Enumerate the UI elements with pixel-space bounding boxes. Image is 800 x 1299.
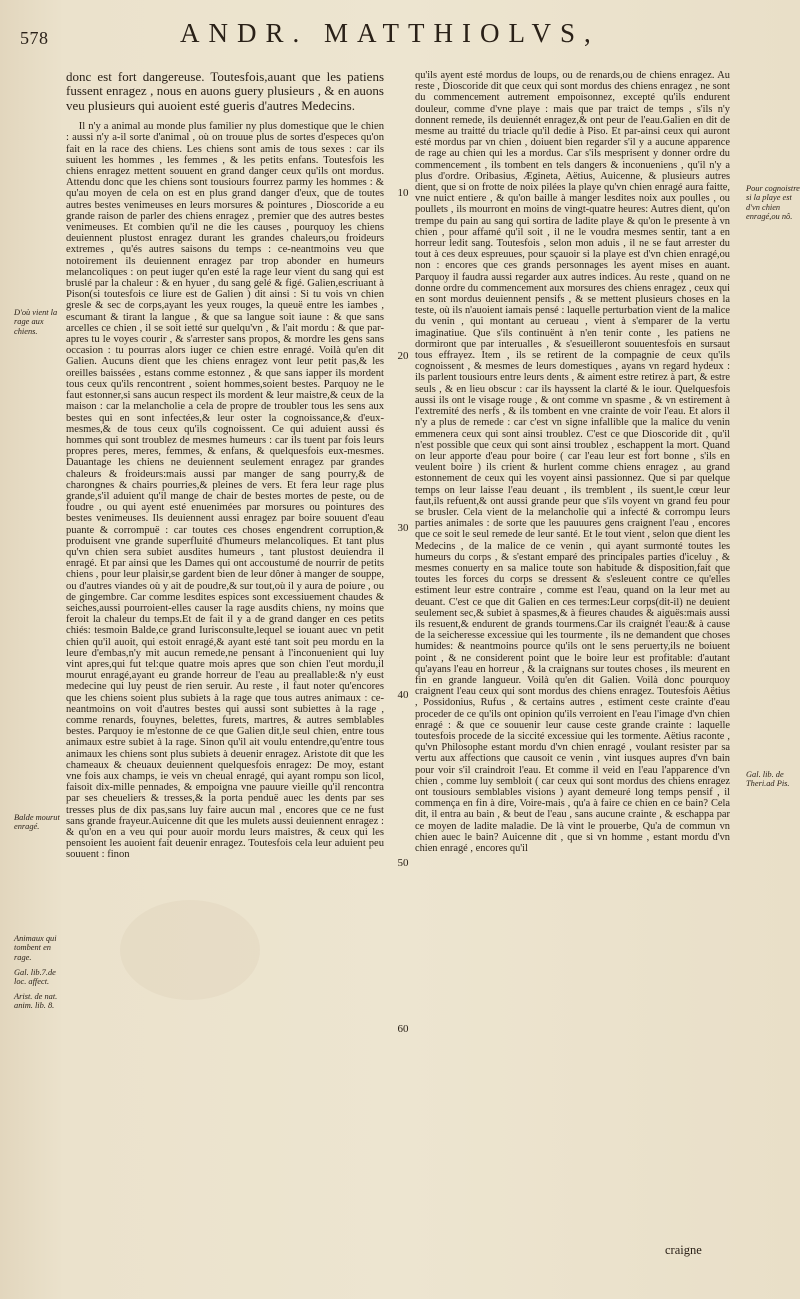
margin-note: Gal. lib. de Theri.ad Pis. [746,770,790,789]
line-number: 30 [397,522,409,534]
paragraph: qu'ils ayent esté mordus de loups, ou de renards,ou de chiens enragez. Au reste , Dioscoride dit que ceux qui sont mordus des chiens enragez , ne sont du commencement autrement empoisonnez, excepté qu'ils endurent douleur, comme d'vne playe : mais que par traict de temps , s'ils n'y donnent remede, ils deuiennét enragez,& ont peur de l'eau.Galien en dit de mesme au traitté du triacle qu'il dedie à Piso. Et par-ainsi ceux qui auront esté mordus par vn chien , doiuent bien regarder s'il y a aucune apparence de rage au chien qui les a mordus. Car s'ils mesprisent y donner ordre du commencement , ils tombent en tels dangers & inconueniens , qu'il n'y a plus d'ordre. Oribasius, Ægineta, Aëtius, Auicenne, & plusieurs autres dient, que si on frotte de noix pilées la playe qu'vn chien enragé aura faitte, vne nuict entiere , & qu'on baille à manger lesdites noix aux poulles , ou poullets , ils mourront en moins de vingt-quatre heures: Autres dient, qu'on trempe du pain au sang qui sortira de ladite playe & qu'on le presente à vn chien , pour affamé qu'il soit , il ne le voudra mesmes sentir, tant a en horreur ledit sang. Toutesfois , selon mon aduis , il ne se faut arrester du tout à ces deux espreuues, pour sçauoir si la playe est d'vn chien enragé,ou non : encores que ces grands personnages les ayent mises en auant. Parquoy il faudra aussi regarder aux autres indices. Au reste , quand on ne donne ordre du commencement aux morsures des chiens enragez , ceux qui en sont mordus deuiennent pensifs , & se mettent plusieurs choses en la teste, où ils n'auoient iamais pensé : laquelle perturbation vient de la malice du venin , qui montant au cerueau , vient à s'emparer de la vertu imaginatiue. Que s'ils continuënt à n'en tenir conte , les patiens ne dormiront que par interualles , & s'esueilleront souuentesfois en sursaut tous effrayez. Item , ils se retirent de la compagnie de ceux qu'ils cognoissent , & mesmes de leurs domestiques , ayans vn regard hydeux : ils parlent tousiours entre leurs dents , & aiment estre retirez à part, & estre seuls , & en lieu obscur : car ils hayssent la clarté & le iour. Quelquesfois aussi ils ont le visage rouge , & ont comme vn spasme , & vn estirement à l'extremité des nerfs , & ils tombent en vne crainte de voir l'eau. Et alors il n'y a plus de remede : car c'est vn signe infallible que la malice du venin emmenera ceux qui sont ainsi troublez. C'est ce que Dioscoride dit , qu'il n'est possible que ceux qui sont ainsi troublez , eschappent la mort. Quand on leur apporte d'eau pour boire ( car l'eau leur est fort bonne , s'ils en veulent boire ) ils crient & hurlent comme chiens enragez , au grand estonnement de ceux qui les voyent ainsi passionnez. Que si par quelque temps on leur laisse l'eau deuant , ils tremblent , ils suent,le cœur leur faut,ils refuent,& ont aussi grande peur que s'ils voyent vn grand feu pour se brusler. Cela vient de la melancholie qui a infecté & corrompu leurs parties animales : de sorte que les pauuures gens craignent l'eau , encores que ce soit le seul remede de leur santé. Et le tout vient , selon que dient les Medecins , de la malice de ce venin , qui ayant surmonté toutes les humeurs du corps , & s'estant emparé des principales parties d'iceluy , & mesmes conuerty en sa malice toute son habitude & disposition,fait que toutes les forces du corps se dressent & s'esleuent contre ce qu'elles estiment leur estre contraire , comme est l'eau, quand on la leur met au deuant. C'est ce que dit Galien en ces termes:Leur corps(dit-il) ne deuient seulement sec,& subiet à spasmes,& à fieures chaudes & aiguës:mais aussi ils resuent,& endurent de grands tourmens.Car ils craignét l'eau:& à cause de la seicheresse excessiue qui les tourmente , ils ne demandent que choses humides: & neantmoins pource qu'ils ont le sens peruerty,ils ne boiuent point , & ne considerent point que le boire leur est profitable: d'autant qu'ayans l'eau en horreur , & la craignans sur toutes choses , ils meurent en fin en grande langueur. Voilà qu'en dit Galien. Voilà donc pourquoy craignent l'eau ceux qui sont mordus des chiens enragez. Toutesfois Aëtius , Possidonius, Rufus , & certains autres , estiment ceste crainte d'eau proceder de ce qu'ils ont opinion qu'ils verroient en l'eau l'image d'vn chien enragé : & que ce souuenir leur cause ceste grande crainte : laquelle toutesfois procede de la siccité excessiue qui les tormente. Aëtius raconte , qu'vn Philosophe estant mordu d'vn chien enragé , voulant resister par sa vertu aux affections que causoit ce venin , vint iusques aupres d'vn bain pour voir s'il craindroit l'eau. Et comme il veid en l'eau l'apparence d'vn chien , comme luy sembloit ( car ceux qui sont mordus des chiens enragez ont tousiours semblables visions ) ayant demeuré long temps pensif , il commença en fin à dire, Voire-mais , qu'a à faire ce chien en ce bain? Cela dit, il entra au bain , & beut de l'eau , sans aucune crainte , & eschappa par ce moyen de ladite maladie. De là vint le prouerbe, Qu'a de commun vn chien auec le bain? Auicenne dit , que si vn homme , estant mordu d'vn chien enragé , encores qu'il [415,70,730,855]
catchword: craigne [665,1243,702,1257]
paragraph: Il n'y a animal au monde plus familier ny plus domestique que le chien : aussi n'y a-il sorte d'animal , où on trouue plus de sortes d'especes qu'on fait en la race des chiens. Les chiens sont amis de tous sexes : car ils suiuent les hommes , les femmes , & les petits enfans. Toutesfois les chiens enragez mettent souuent en grand danger ceux qu'ils ont mordus. Attendu donc que les chiens sont tousiours fourrez parmy les hommes : & qu'au moyen de cela on est en plus grand danger d'eux, que de toutes autres bestes venimeuses en leurs morsures & pointures , Dioscoride a eu grande raison de parler des chiens enragez , premier que des autres bestes venimeuses. Et combien qu'il ne die les causes , pourquoy les chiens deuiennent plustost enragez durant les grandes chaleurs,ou froideurs extremes , qu'és autres saisons du temps : ce-neantmoins veu que notoirement ils deuiennent enragez par trop abonder en humeurs melancoliques : on peut iuger qu'en esté la rage leur vient du sang qui est bruslé par la chaleur : & en hyuer , du sang gelé & figé. Galien,escriuant à Pison(si toutesfois ce liure est de Galien ) dit ainsi : Si tu vois vn chien gresle & sec de corps,ayant les yeux rouges, la queuë entre les iambes , escumant & tirant la langue , & que sa langue soit iaune : & que sans arcelles ce chien , il se soit ietté sur quelqu'vn , & l'ait mordu : & que par-apres tu le voyes courir , & s'arrester sans propos, & mordre les gens sans occasion : tu pourras alors iuger ce chien estre enragé. Voilà qu'en dit Galien. Aucuns dient que les chiens enragez vont leur petit pas,& les oreilles baissées , estans comme estonnez , & que sans iapper ils mordent tous ceux qu'ils rencontrent , soient hommes,soient bestes. Parquoy ne le faut estonner,si sans aucun respect ils mordent & leur maistre,& ceux de la maison : car la melancholie a cela de propre de troubler tous les sens aux bestes qui en sont infectées,& leur oster la cognoissance,& d'eux-mesmes,& de tous ceux qu'ils cognoissent. Ce qui aduient aussi és hommes qui sont troublez de mesmes humeurs : car ils tuent par fois leurs propres peres, meres, femmes, & enfans, & quelquesfois eux-mesmes. Dauantage les chiens ne deuiennent seulement enragez par grandes chaleurs & froideurs:mais aussi par manger de sang pourry,& de charongnes & chairs pourries,& pleines de vers. Et fera leur rage plus grande,s'il aduient qu'il mange de chair de bestes mortes de peste, ou de foudre , ou qui ayent esté enuenimées par morsures ou pointures des bestes venimeuses. Ils deuiennent aussi enragez par boire souuent d'eau puante & corrompuë : car toutes ces choses engendrent corruption,& produisent vne grande superfluité d'humeurs melancoliques. Et tant plus qu'vn chien sera subiet ausdites humeurs , tant plustost deuiendra il enragé. Et par ainsi que les Dames qui ont accoustumé de nourrir de petits chiens , pour leur plaisir,se gardent bien de leur dôner à manger de souppe, ou d'autres viandes où y ait de poudre,& sur tout,où il y aura de poiure , ou de gingembre. Car comme lesdites espices sont excessiuement chaudes & seiches,aussi pourroient-elles causer la rage ausdits chiens, ny moins que feroit la chaleur du temps.Et de fait il y a de grand danger en ces petits chiés: tesmoin Balde,ce grand Iurisconsulte,lequel se iouant auec vn petit chien qu'il auoit, qui estoit enragé,& ayant esté tant soit peu mordu en la leure d'embas,n'y mit aucun remede,ne pensant à l'inconuenient qui luy vint apres,qui fut tel:que quatre mois apres que son chien l'eut mordu,il mourut enragé,ayant eu grande horreur de l'eau au preallable:& n'y eust medecine qui luy peust de rien seruir. Au reste , il faut noter qu'encores que les chiens soient plus subiets à la rage que tous autres animaux : ce-neantmoins on voit d'autres bestes qui aussi sont subiettes à la rage , comme renards, fouynes, belettes, furets, martres, & autres semblables bestes. Parquoy ie m'estonne de ce que Galien dit,le seul chien, entre tous animaux estre subiet à la rage. Sinon qu'il ait voulu entendre,qu'entre tous animaux les chiens sont plus subiets à deuenir enragez. Aristote dit que les chameaux & cheuaux deuiennent quelquesfois enragez: De moy, estant vne fois aux champs, ie veis vn cheual enragé, qui ayant rompu son licol, faisoit dix-mille pennades, & empoigna vne pauure vieille qu'il rencontra par ses cheueliers & tresses,& la porta penduë auec les dents par ses tresses plus de dix pas,sans luy faire aucun mal , encores que ce ne fust sans grande frayeur.Auicenne dit que les mulets aussi deuiennent enragez : & qu'on en a veu qui pour auoir mordu leurs maistres, & ceux qui les pensoient les auoient fait deuenir enragez. Toutesfois cela leur aduient peu souuent : finon [66,121,384,861]
margin-note: D'où vient la rage aux chiens. [14,308,58,336]
right-column [415,70,730,858]
margin-note: Balde mourut enragé. [14,813,60,832]
paper-stain [120,900,260,1000]
paragraph: donc est fort dangereuse. Toutesfois,auant que les patiens fussent enragez , nous en auons guery plusieurs , & en auons veu plusieurs qui auoient esté gueris d'autres Medecins. [66,69,384,113]
line-number: 50 [397,857,409,869]
margin-note: Animaux qui tombent en rage. [14,934,57,962]
margin-note: Pour cognoistre si la playe est d'vn chien enragé,ou nô. [746,184,800,222]
line-number: 20 [397,350,409,362]
left-column [66,70,384,865]
folio-number: 578 [20,28,49,48]
margin-note: Gal. lib.7.de loc. affect. [14,968,56,987]
line-number: 40 [397,689,409,701]
line-number: 10 [397,187,409,199]
margin-note: Arist. de nat. anim. lib. 8. [14,992,58,1011]
running-title: ANDR. MATTHIOLVS, [180,18,600,48]
page-header [20,10,780,52]
line-number: 60 [397,1023,409,1035]
